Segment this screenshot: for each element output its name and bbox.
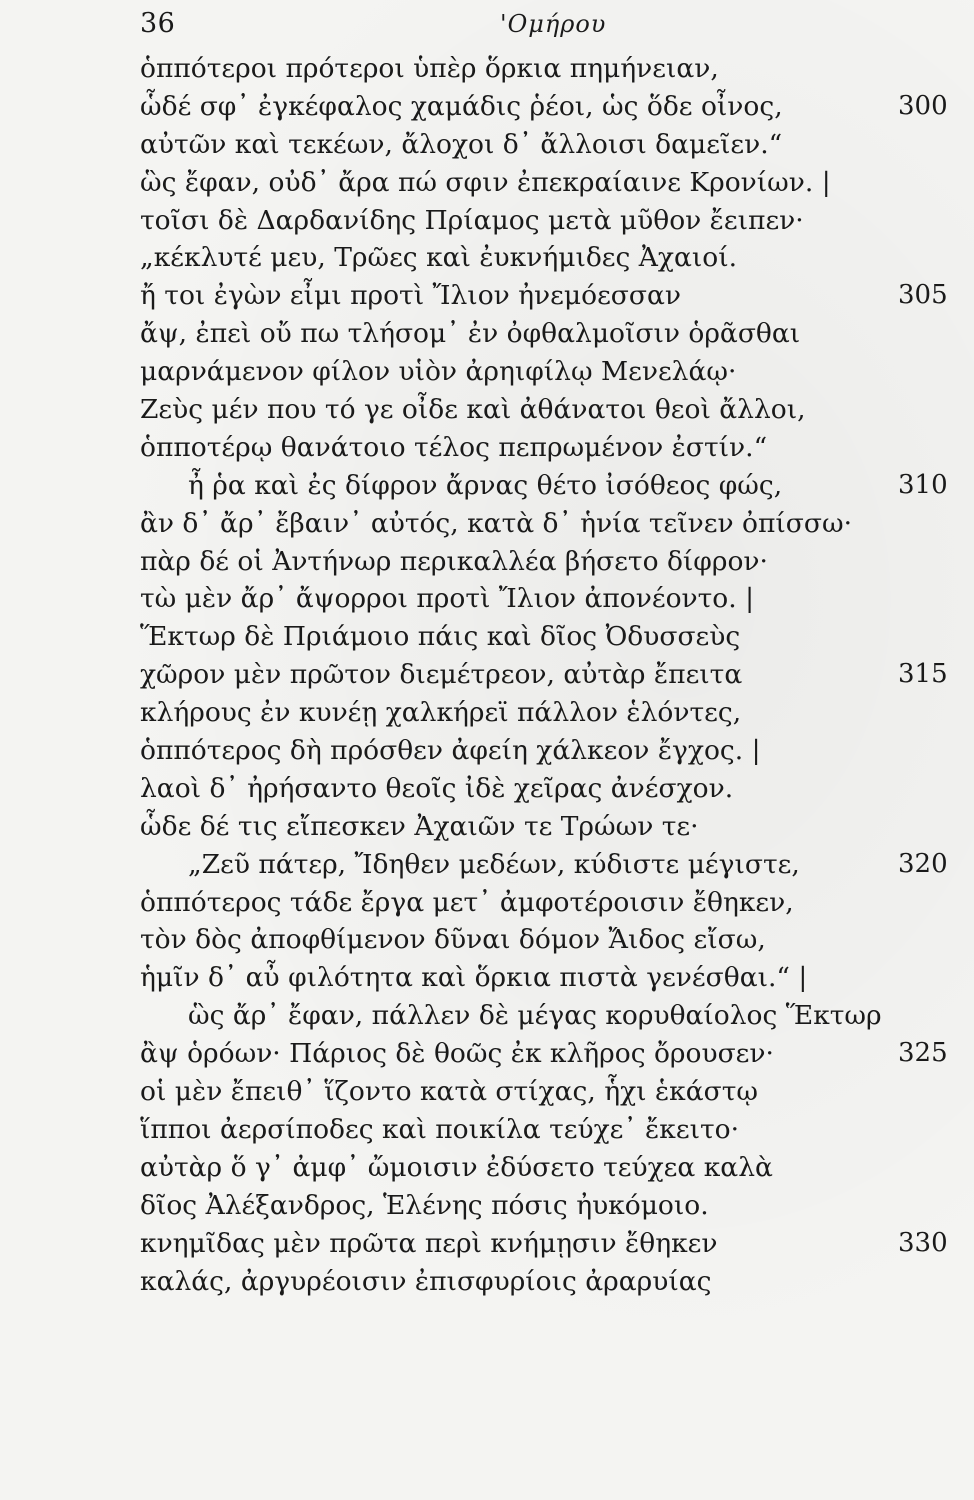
verse-line xyxy=(0,656,974,694)
verse-text: Ζεὺς μέν που τό γε οἶδε καὶ ἀθάνατοι θεοὶ ἄλλοι, xyxy=(140,394,806,426)
verse-text: ἂν δ᾽ ἄρ᾽ ἔβαιν᾽ αὐτός, κατὰ δ᾽ ἡνία τεῖνεν ὀπίσσω· xyxy=(140,507,853,539)
verse-line xyxy=(0,467,974,505)
verse-text: αὐτῶν καὶ τεκέων, ἄλοχοι δ᾽ ἄλλοισι δαμεῖεν.“ xyxy=(140,128,783,160)
verse-text: ἤ τοι ἐγὼν εἶμι προτὶ Ἴλιον ἠνεμόεσσαν xyxy=(140,280,681,312)
verse-text: ὧδέ σφ᾽ ἐγκέφαλος χαμάδις ῥέοι, ὡς ὅδε οἶνος, xyxy=(140,90,783,122)
verse-text: τὼ μὲν ἄρ᾽ ἄψορροι προτὶ Ἴλιον ἀπονέοντο. | xyxy=(140,583,755,615)
verse-text: ἂψ ὁρόων· Πάριος δὲ θοῶς ἐκ κλῆρος ὄρουσεν· xyxy=(140,1038,774,1070)
verse-line xyxy=(0,505,974,543)
verse-line xyxy=(0,1187,974,1225)
page-header xyxy=(140,8,940,48)
verse-line xyxy=(0,846,974,884)
verse-line xyxy=(0,126,974,164)
verse-text: ὁππότεροι πρότεροι ὑπὲρ ὅρκια πημήνειαν, xyxy=(140,53,719,84)
verse-line xyxy=(0,391,974,429)
verse-text: ὁππότερος τάδε ἔργα μετ᾽ ἀμφοτέροισιν ἔθηκεν, xyxy=(140,886,794,918)
verse-line xyxy=(0,694,974,732)
verse-text: ὣς ἄρ᾽ ἔφαν, πάλλεν δὲ μέγας κορυθαίολος Ἕκτωρ xyxy=(188,1000,882,1032)
running-head: 'Ομήρου xyxy=(500,10,607,38)
verse-line xyxy=(0,277,974,315)
verse-line xyxy=(0,1111,974,1149)
verse-text: κλήρους ἐν κυνέῃ χαλκήρεϊ πάλλον ἑλόντες, xyxy=(140,697,742,729)
verse-line xyxy=(0,50,974,88)
verse-line xyxy=(0,921,974,959)
verse-line xyxy=(0,580,974,618)
verse-text: χῶρον μὲν πρῶτον διεμέτρεον, αὐτὰρ ἔπειτα xyxy=(140,659,743,691)
verse-text: κνημῖδας μὲν πρῶτα περὶ κνήμῃσιν ἔθηκεν xyxy=(140,1227,718,1259)
verse-line xyxy=(0,997,974,1035)
line-number: 310 xyxy=(898,469,948,500)
verse-line xyxy=(0,1149,974,1187)
line-number: 330 xyxy=(898,1227,948,1258)
verse-line xyxy=(0,202,974,240)
verse-text: λαοὶ δ᾽ ἠρήσαντο θεοῖς ἰδὲ χεῖρας ἀνέσχον. xyxy=(140,772,734,804)
verse-line xyxy=(0,239,974,277)
verse-line xyxy=(0,1225,974,1263)
verse-text: ἡμῖν δ᾽ αὖ φιλότητα καὶ ὅρκια πιστὰ γενέσθαι.“ | xyxy=(140,962,808,994)
verse-line xyxy=(0,88,974,126)
line-number: 320 xyxy=(898,848,948,879)
verse-line xyxy=(0,315,974,353)
verse-line xyxy=(0,353,974,391)
verse-text: ἄψ, ἐπεὶ οὔ πω τλήσομ᾽ ἐν ὀφθαλμοῖσιν ὁρᾶσθαι xyxy=(140,318,801,350)
verse-line xyxy=(0,618,974,656)
verse-text: καλάς, ἀργυρέοισιν ἐπισφυρίοις ἀραρυίας xyxy=(140,1265,712,1297)
verse-text: τὸν δὸς ἀποφθίμενον δῦναι δόμον Ἄιδος εἴσω, xyxy=(140,924,766,956)
verse-block xyxy=(0,50,974,1300)
verse-line xyxy=(0,732,974,770)
verse-line xyxy=(0,959,974,997)
verse-line xyxy=(0,543,974,581)
verse-text: ἵπποι ἀερσίποδες καὶ ποικίλα τεύχε᾽ ἔκειτο· xyxy=(140,1113,739,1145)
verse-line xyxy=(0,1073,974,1111)
verse-text: Ἕκτωρ δὲ Πριάμοιο πάις καὶ δῖος Ὀδυσσεὺς xyxy=(140,621,741,653)
line-number: 305 xyxy=(898,280,948,311)
verse-line xyxy=(0,1035,974,1073)
verse-text: ὧδε δέ τις εἴπεσκεν Ἀχαιῶν τε Τρώων τε· xyxy=(140,810,699,842)
line-number: 325 xyxy=(898,1038,948,1069)
verse-text: ὁπποτέρῳ θανάτοιο τέλος πεπρωμένον ἐστίν.“ xyxy=(140,431,768,463)
line-number: 315 xyxy=(898,659,948,690)
verse-text: „Ζεῦ πάτερ, Ἴδηθεν μεδέων, κύδιστε μέγιστε, xyxy=(188,848,800,880)
verse-line xyxy=(0,164,974,202)
verse-text: „κέκλυτέ μευ, Τρῶες καὶ ἐυκνήμιδες Ἀχαιοί. xyxy=(140,242,738,274)
verse-text: πὰρ δέ οἱ Ἀντήνωρ περικαλλέα βήσετο δίφρον· xyxy=(140,545,768,577)
line-number: 300 xyxy=(898,90,948,121)
verse-line xyxy=(0,770,974,808)
verse-text: μαρνάμενον φίλον υἱὸν ἀρηιφίλῳ Μενελάῳ· xyxy=(140,356,737,388)
verse-line xyxy=(0,808,974,846)
verse-text: τοῖσι δὲ Δαρδανίδης Πρίαμος μετὰ μῦθον ἔειπεν· xyxy=(140,204,804,236)
verse-text: δῖος Ἀλέξανδρος, Ἑλένης πόσις ἠυκόμοιο. xyxy=(140,1189,709,1221)
verse-line xyxy=(0,884,974,922)
verse-text: ὁππότερος δὴ πρόσθεν ἀφείη χάλκεον ἔγχος. | xyxy=(140,735,761,767)
verse-line xyxy=(0,429,974,467)
verse-text: ἦ ῥα καὶ ἐς δίφρον ἄρνας θέτο ἰσόθεος φώς, xyxy=(188,469,783,501)
page-number: 36 xyxy=(140,8,176,39)
verse-text: οἱ μὲν ἔπειθ᾽ ἵζοντο κατὰ στίχας, ἧχι ἑκάστῳ xyxy=(140,1076,758,1108)
verse-text: ὣς ἔφαν, οὐδ᾽ ἄρα πώ σφιν ἐπεκραίαινε Κρονίων. | xyxy=(140,166,831,198)
verse-line xyxy=(0,1263,974,1301)
verse-text: αὐτὰρ ὅ γ᾽ ἀμφ᾽ ὤμοισιν ἐδύσετο τεύχεα καλὰ xyxy=(140,1151,773,1183)
